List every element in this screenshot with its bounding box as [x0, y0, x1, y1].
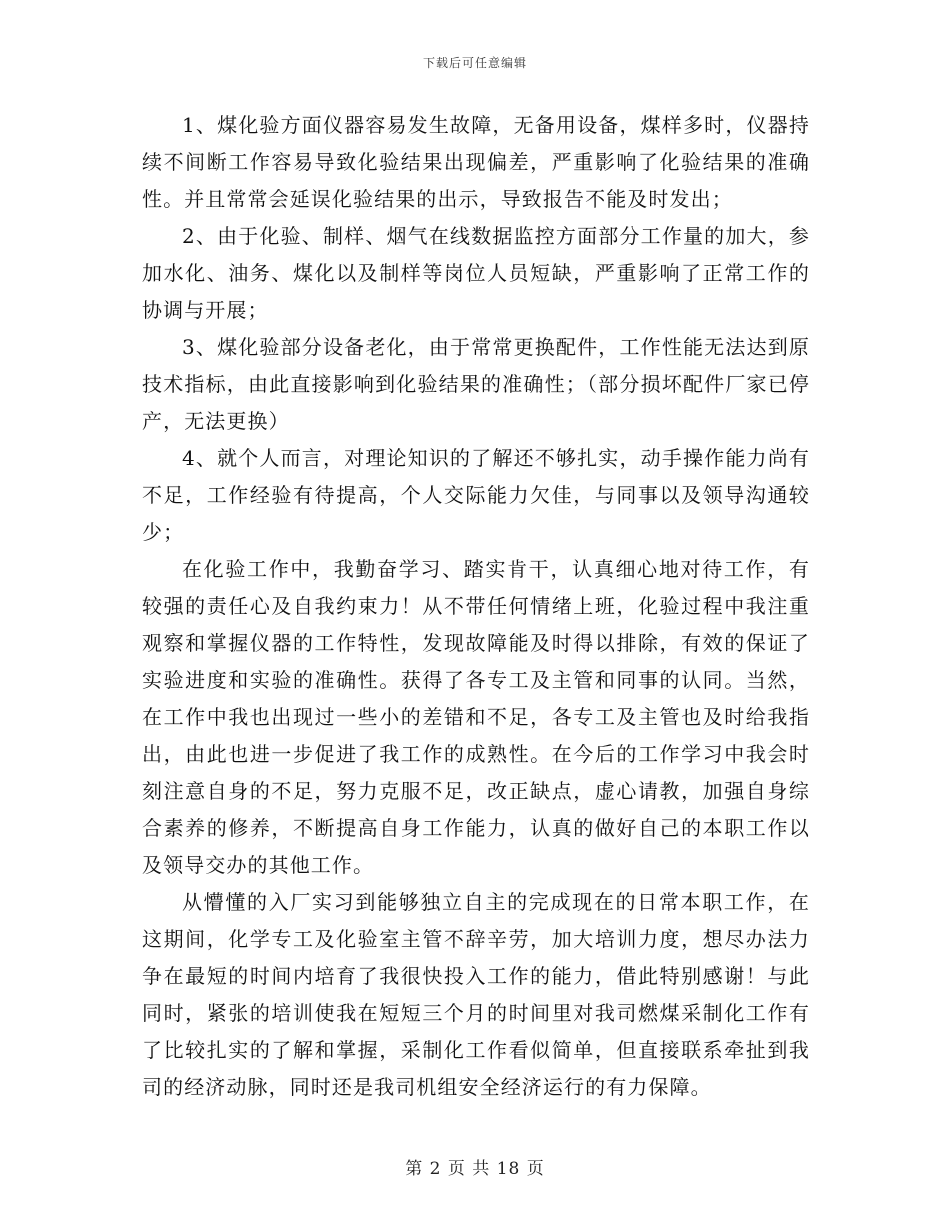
paragraph-4: 4、就个人而言，对理论知识的了解还不够扎实，动手操作能力尚有不足，工作经验有待提高，个人交际能力欠佳，与同事以及领导沟通较少；: [142, 446, 810, 544]
paragraph-5: 在化验工作中，我勤奋学习、踏实肯干，认真细心地对待工作，有较强的责任心及自我约束力！从不带任何情绪上班，化验过程中我注重观察和掌握仪器的工作特性，发现故障能及时得以排除，有效的保证了实验进度和实验的准确性。获得了各专工及主管和同事的认同。当然，在工作中我也出现过一些小的差错和不足，各专工及主管也及时给我指出，由此也进一步促进了我工作的成熟性。在今后的工作学习中我会时刻注意自身的不足，努力克服不足，改正缺点，虚心请教，加强自身综合素养的修养，不断提高自身工作能力，认真的做好自己的本职工作以及领导交办的其他工作。: [142, 557, 810, 877]
paragraph-2: 2、由于化验、制样、烟气在线数据监控方面部分工作量的加大，参加水化、油务、煤化以及制样等岗位人员短缺，严重影响了正常工作的协调与开展；: [142, 224, 810, 322]
document-body: [142, 107, 810, 1106]
paragraph-6: 从懵懂的入厂实习到能够独立自主的完成现在的日常本职工作，在这期间，化学专工及化验室主管不辞辛劳，加大培训力度，想尽办法力争在最短的时间内培育了我很快投入工作的能力，借此特别感谢！与此同时，紧张的培训使我在短短三个月的时间里对我司燃煤采制化工作有了比较扎实的了解和掌握，采制化工作看似简单，但直接联系牵扯到我司的经济动脉，同时还是我司机组安全经济运行的有力保障。: [142, 890, 810, 1099]
download-editable-note: 下载后可任意编辑: [422, 56, 527, 70]
paragraph-1: 1、煤化验方面仪器容易发生故障，无备用设备，煤样多时，仪器持续不间断工作容易导致化验结果出现偏差，严重影响了化验结果的准确性。并且常常会延误化验结果的出示，导致报告不能及时发出；: [142, 113, 810, 211]
page-number-footer: 第 2 页 共 18 页: [405, 1159, 545, 1179]
paragraph-3: 3、煤化验部分设备老化，由于常常更换配件，工作性能无法达到原技术指标，由此直接影响到化验结果的准确性；（部分损坏配件厂家已停产，无法更换）: [142, 335, 810, 433]
